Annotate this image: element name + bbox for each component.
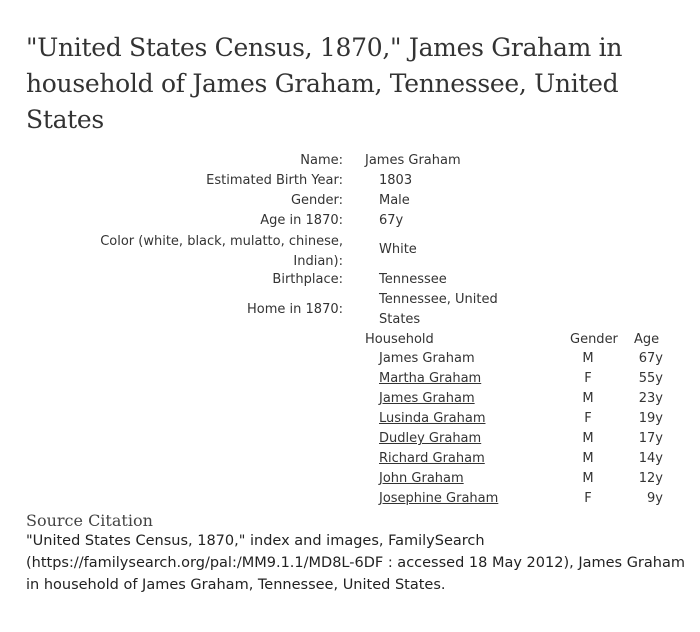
home-label: Home in 1870: [247, 302, 343, 317]
source-citation-text: "United States Census, 1870," index and images, FamilySearch (https://familysearch.org/pal:/MM9.1.1/MD8L-6DF : accessed 18 May 2012), James Graham in household of James Graham, Tennessee, United States. [26, 533, 685, 593]
birth-year-label: Estimated Birth Year: [206, 173, 343, 188]
name-value: James Graham [365, 153, 461, 168]
name-label: Name: [300, 153, 343, 168]
page-title: "United States Census, 1870," James Graham in household of James Graham, Tennessee, United States [26, 33, 623, 134]
color-label: Color (white, black, mulatto, chinese, Indian): [100, 234, 343, 269]
household-member-age: 12y [638, 471, 663, 486]
household-member-age: 19y [638, 411, 663, 426]
household-member-age: 14y [638, 451, 663, 466]
household-member-name: James Graham [379, 351, 475, 366]
gender-value: Male [379, 193, 410, 208]
household-member-age: 67y [638, 351, 663, 366]
household-member-age: 55y [638, 371, 663, 386]
gender-label: Gender: [290, 193, 343, 208]
household-header: Household [365, 332, 434, 347]
household-member-gender: M [582, 431, 594, 446]
household-member-link[interactable]: John Graham [379, 471, 464, 486]
household-member-gender: M [582, 451, 594, 466]
color-value: White [379, 242, 417, 257]
household-member-link[interactable]: Dudley Graham [379, 431, 482, 446]
household-age-header: Age [634, 332, 660, 347]
household-gender-header: Gender [570, 332, 618, 347]
home-value: Tennessee, United States [379, 292, 498, 327]
age-label: Age in 1870: [260, 213, 343, 228]
household-member-link[interactable]: Martha Graham [379, 371, 482, 386]
household-member-gender: M [582, 351, 594, 366]
household-row [0, 349, 700, 369]
household-row [0, 489, 700, 509]
household-member-gender: F [584, 411, 592, 426]
household-row [0, 389, 700, 409]
household-row [0, 369, 700, 389]
household-member-gender: F [584, 491, 592, 506]
household-member-link[interactable]: James Graham [379, 391, 475, 406]
age-value: 67y [379, 213, 404, 228]
household-member-age: 23y [638, 391, 663, 406]
birth-year-value: 1803 [379, 173, 413, 188]
source-citation-heading: Source Citation [26, 511, 153, 530]
birthplace-label: Birthplace: [272, 272, 343, 287]
household-member-link[interactable]: Richard Graham [379, 451, 485, 466]
household-member-link[interactable]: Josephine Graham [379, 491, 499, 506]
household-member-age: 9y [647, 491, 663, 506]
household-row [0, 409, 700, 429]
household-row [0, 429, 700, 449]
household-member-age: 17y [638, 431, 663, 446]
household-member-gender: M [582, 471, 594, 486]
household-member-link[interactable]: Lusinda Graham [379, 411, 486, 426]
household-row [0, 449, 700, 469]
household-member-gender: M [582, 391, 594, 406]
household-row [0, 469, 700, 489]
birthplace-value: Tennessee [379, 272, 447, 287]
household-member-gender: F [584, 371, 592, 386]
